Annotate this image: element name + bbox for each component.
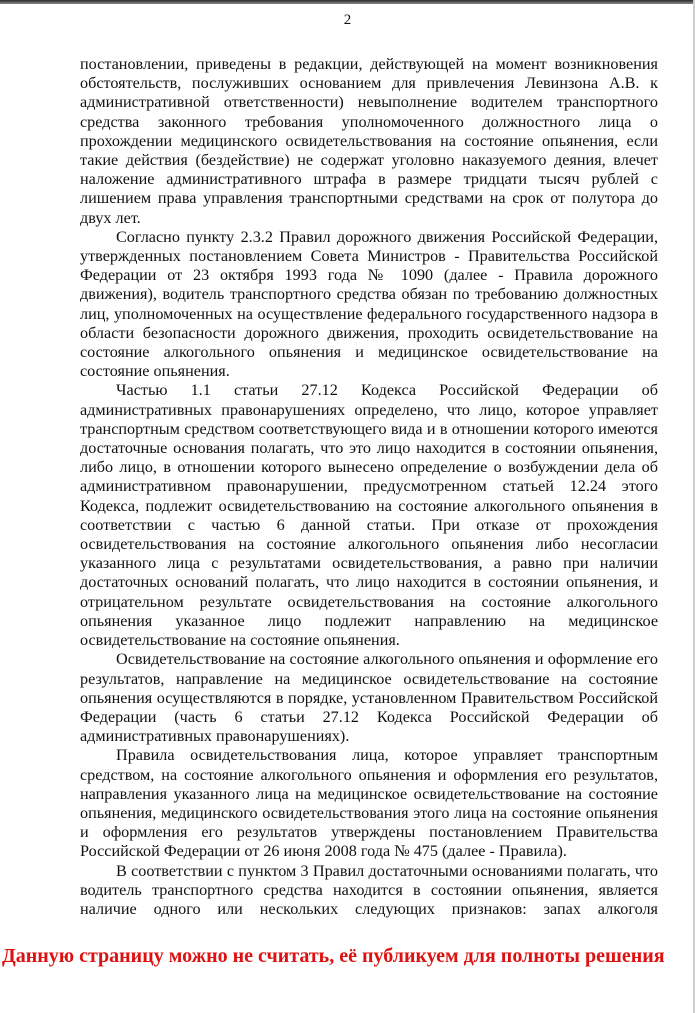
paragraph-2: Согласно пункту 2.3.2 Правил дорожного движения Российской Федерации, утвержденных постановлением Совета Министров - Правительства Российской Федерации от 23 октября 1993 года № 1090 (далее - Правила дорожного движения), водитель транспортного средства обязан по требованию должностных лиц, уполномоченных на осуществление федерального государственного надзора в области безопасности дорожного движения, проходить освидетельствование на состояние алкогольного опьянения и медицинское освидетельствование на состояние опьянения. <box>80 227 658 381</box>
page-number: 2 <box>343 12 352 28</box>
overlay-note: Данную страницу можно не считать, её публикуем для полноты решения <box>2 945 665 967</box>
document-body <box>80 55 658 919</box>
paragraph-4: Освидетельствование на состояние алкогольного опьянения и оформление его результатов, направление на медицинское освидетельствование на состояние опьянения осуществляются в порядке, установленном Правительством Российской Федерации (часть 6 статьи 27.12 Кодекса Российской Федерации об административных правонарушениях). <box>80 650 658 746</box>
paragraph-5: Правила освидетельствования лица, которое управляет транспортным средством, на состояние алкогольного опьянения и оформления его результатов, направления указанного лица на медицинское освидетельствование на состояние опьянения, медицинского освидетельствования этого лица на состояние опьянения и оформления его результатов утверждены постановлением Правительства Российской Федерации от 26 июня 2008 года № 475 (далее - Правила). <box>80 746 658 861</box>
paragraph-3: Частью 1.1 статьи 27.12 Кодекса Российской Федерации об административных правонарушениях определено, что лицо, которое управляет транспортным средством соответствующего вида и в отношении которого имеются достаточные основания полагать, что это лицо находится в состоянии опьянения, либо лицо, в отношении которого вынесено определение о возбуждении дела об административном правонарушении, предусмотренном статьей 12.24 этого Кодекса, подлежит освидетельствованию на состояние алкогольного опьянения в соответствии с частью 6 данной статьи. При отказе от прохождения освидетельствования на состояние алкогольного опьянения либо несогласии указанного лица с результатами освидетельствования, а равно при наличии достаточных оснований полагать, что лицо находится в состоянии опьянения, и отрицательном результате освидетельствования на состояние алкогольного опьянения указанное лицо подлежит направлению на медицинское освидетельствование на состояние опьянения. <box>80 381 658 650</box>
paragraph-1: постановлении, приведены в редакции, действующей на момент возникновения обстоятельств, послуживших основанием для привлечения Левинзона А.В. к административной ответственности) невыполнение водителем транспортного средства законного требования уполномоченного должностного лица о прохождении медицинского освидетельствования на состояние опьянения, если такие действия (бездействие) не содержат уголовно наказуемого деяния, влечет наложение административного штрафа в размере тридцати тысяч рублей с лишением права управления транспортными средствами на срок от полутора до двух лет. <box>80 55 658 227</box>
top-edge-shadow <box>0 0 695 4</box>
paragraph-6: В соответствии с пунктом 3 Правил достаточными основаниями полагать, что водитель транспортного средства находится в состоянии опьянения, является наличие одного или нескольких следующих признаков: запах алкоголя <box>80 861 658 918</box>
